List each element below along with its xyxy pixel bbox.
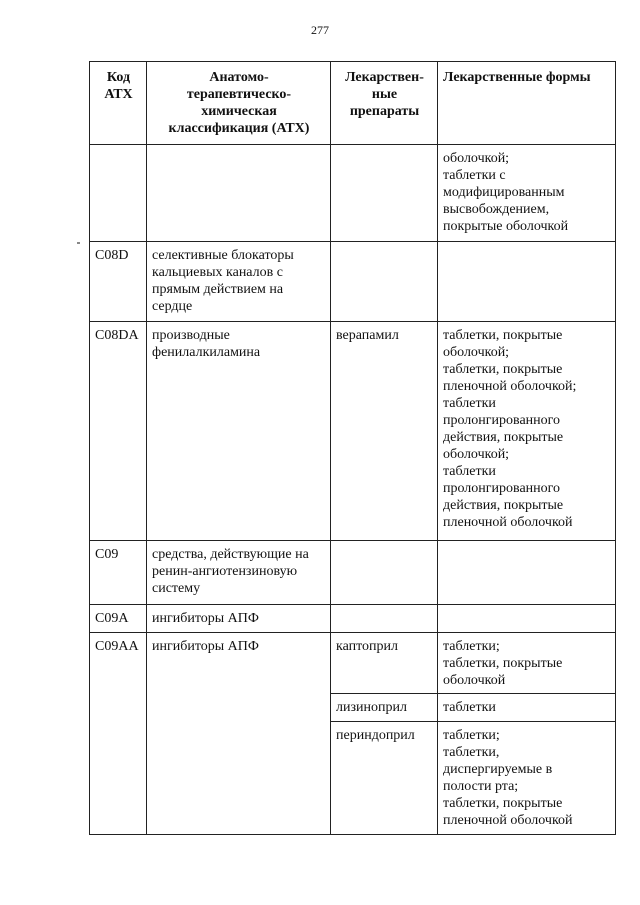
cell-code: C09A (90, 605, 147, 633)
cell-code: C08DA (90, 322, 147, 541)
cell-classification: ингибиторы АПФ (147, 605, 331, 633)
cell-drug (331, 605, 438, 633)
cell-drug (331, 541, 438, 605)
cell-classification: производные фенилалкиламина (147, 322, 331, 541)
table-row (90, 541, 616, 605)
header-code: Код АТХ (90, 62, 147, 145)
table-row (90, 145, 616, 242)
table-row (90, 242, 616, 322)
scan-artifact-mark (77, 242, 80, 244)
cell-forms: таблетки (438, 694, 616, 722)
cell-classification: селективные блокаторы кальциевых каналов с прямым действием на сердце (147, 242, 331, 322)
page-number: 277 (311, 23, 329, 37)
cell-forms (438, 605, 616, 633)
cell-drug: периндоприл (331, 722, 438, 835)
cell-classification: средства, действующие на ренин-ангиотензиновую систему (147, 541, 331, 605)
cell-drug: лизиноприл (331, 694, 438, 722)
cell-forms: таблетки; таблетки, покрытые оболочкой (438, 633, 616, 694)
table-row (90, 322, 616, 541)
cell-classification: ингибиторы АПФ (147, 633, 331, 835)
cell-forms: оболочкой; таблетки с модифицированным высвобождением, покрытые оболочкой (438, 145, 616, 242)
atx-drug-table (89, 61, 616, 835)
cell-drug: верапамил (331, 322, 438, 541)
cell-drug (331, 242, 438, 322)
header-classification: Анатомо- терапевтическо- химическая классификация (АТХ) (147, 62, 331, 145)
table-row (90, 633, 616, 694)
cell-forms (438, 541, 616, 605)
header-dosage-forms: Лекарственные формы (438, 62, 616, 145)
cell-forms (438, 242, 616, 322)
table-header (90, 62, 616, 145)
cell-code (90, 145, 147, 242)
cell-forms: таблетки; таблетки, диспергируемые в полости рта; таблетки, покрытые пленочной оболочкой (438, 722, 616, 835)
header-row (90, 62, 616, 145)
cell-code: C08D (90, 242, 147, 322)
table-row (90, 605, 616, 633)
cell-drug (331, 145, 438, 242)
header-drugs: Лекарствен- ные препараты (331, 62, 438, 145)
cell-forms: таблетки, покрытые оболочкой; таблетки, покрытые пленочной оболочкой; таблетки пролонгированного действия, покрытые оболочкой; таблетки пролонгированного действия, покрытые пленочной оболочкой (438, 322, 616, 541)
cell-drug: каптоприл (331, 633, 438, 694)
cell-code: C09AA (90, 633, 147, 835)
cell-code: C09 (90, 541, 147, 605)
cell-classification (147, 145, 331, 242)
